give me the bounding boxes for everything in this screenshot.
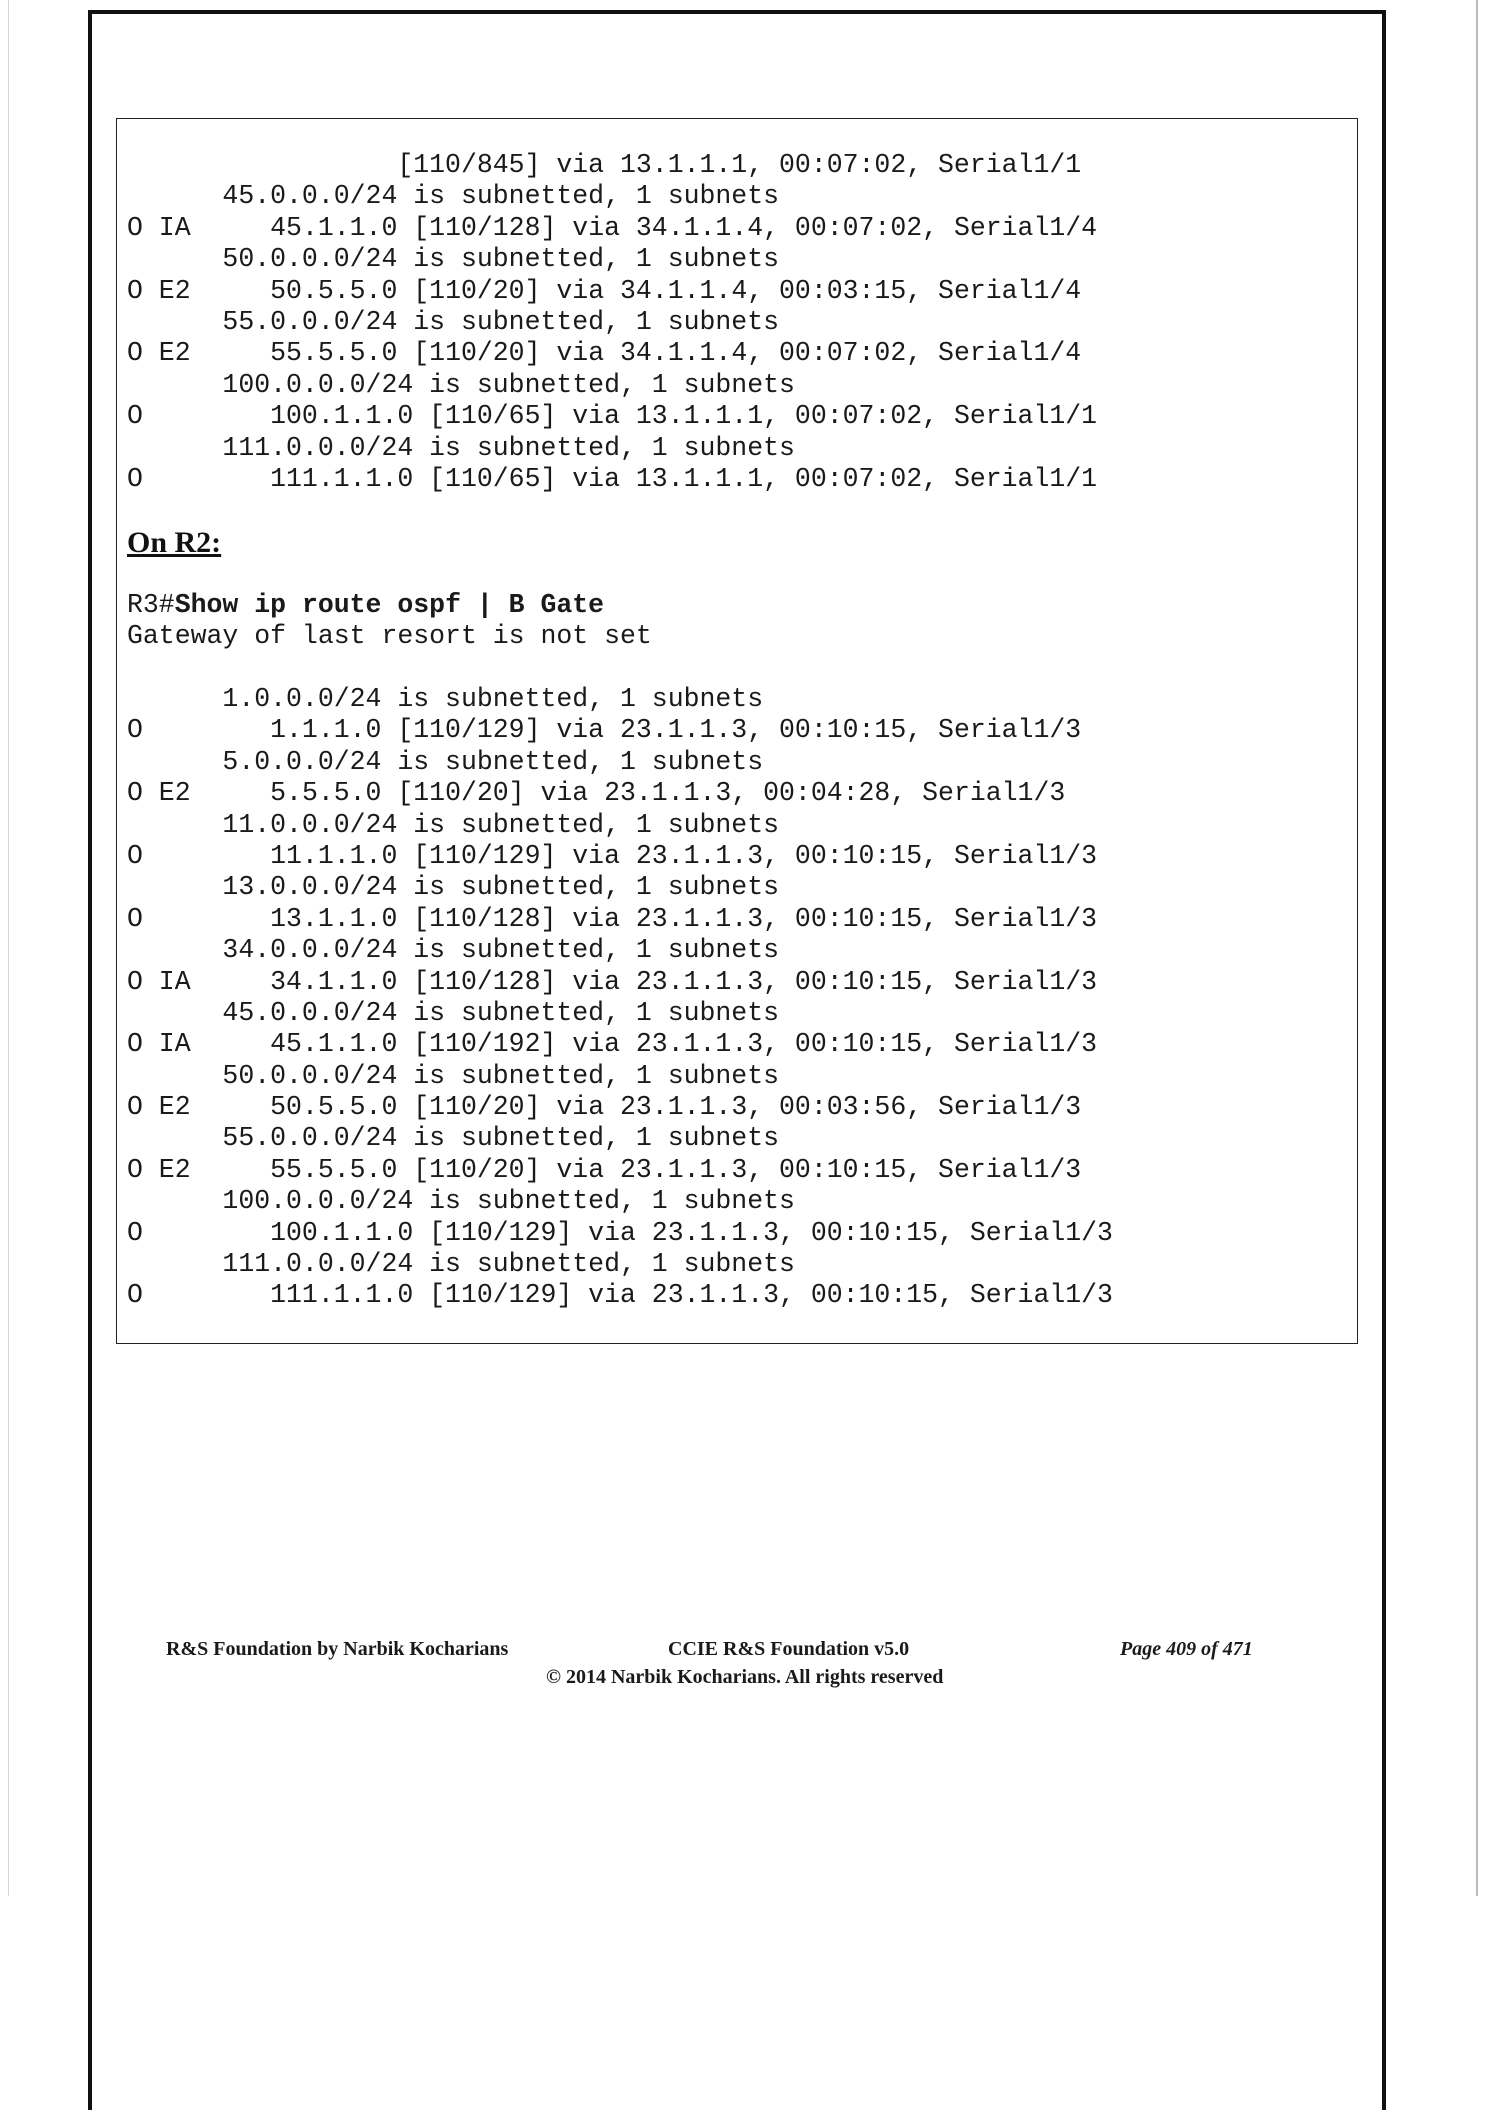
route-line bbox=[127, 1092, 1113, 1123]
route-text: 34.1.1.0 [110/128] via 23.1.1.3, 00:10:15, Serial1/3 bbox=[190, 966, 1098, 997]
route-text: 111.1.1.0 [110/129] via 23.1.1.3, 00:10:15, Serial1/3 bbox=[142, 1280, 1113, 1311]
footer-title: CCIE R&S Foundation v5.0 bbox=[668, 1638, 910, 1660]
route-table-bottom bbox=[127, 684, 1113, 1312]
route-code: O bbox=[127, 715, 143, 746]
route-text: 1.0.0.0/24 is subnetted, 1 subnets bbox=[127, 684, 764, 714]
route-code: O E2 bbox=[127, 1154, 191, 1185]
route-text: 100.1.1.0 [110/65] via 13.1.1.1, 00:07:02, Serial1/1 bbox=[142, 401, 1098, 432]
route-code: O E2 bbox=[127, 275, 191, 306]
route-text: 1.1.1.0 [110/129] via 23.1.1.3, 00:10:15, Serial1/3 bbox=[142, 715, 1082, 746]
route-line bbox=[127, 1280, 1113, 1311]
route-line bbox=[127, 401, 1097, 432]
route-text: 55.0.0.0/24 is subnetted, 1 subnets bbox=[127, 1123, 780, 1154]
route-text: 55.5.5.0 [110/20] via 23.1.1.3, 00:10:15, Serial1/3 bbox=[190, 1154, 1082, 1185]
route-text: 5.0.0.0/24 is subnetted, 1 subnets bbox=[127, 746, 764, 777]
route-text: 111.0.0.0/24 is subnetted, 1 subnets bbox=[127, 1249, 795, 1280]
route-line bbox=[127, 967, 1113, 998]
route-text: 50.0.0.0/24 is subnetted, 1 subnets bbox=[127, 1060, 780, 1091]
route-code: O IA bbox=[127, 966, 191, 997]
route-text: 45.0.0.0/24 is subnetted, 1 subnets bbox=[127, 997, 780, 1028]
route-code: O bbox=[127, 903, 143, 934]
command-text: Show ip route ospf | B Gate bbox=[174, 590, 605, 620]
route-line bbox=[127, 433, 1097, 464]
gateway-line: Gateway of last resort is not set bbox=[127, 621, 652, 652]
route-line bbox=[127, 1061, 1113, 1092]
route-text: [110/845] via 13.1.1.1, 00:07:02, Serial1/1 bbox=[127, 150, 1082, 180]
route-text: 100.1.1.0 [110/129] via 23.1.1.3, 00:10:15, Serial1/3 bbox=[142, 1217, 1113, 1248]
route-text: 13.0.0.0/24 is subnetted, 1 subnets bbox=[127, 872, 780, 903]
route-line bbox=[127, 370, 1097, 401]
section-heading: On R2: bbox=[127, 526, 222, 559]
route-line bbox=[127, 181, 1097, 212]
route-line bbox=[127, 1029, 1113, 1060]
route-line bbox=[127, 841, 1113, 872]
route-line bbox=[127, 1155, 1113, 1186]
route-table-top bbox=[127, 150, 1097, 495]
route-line bbox=[127, 810, 1113, 841]
route-line bbox=[127, 998, 1113, 1029]
command-prompt: R3# bbox=[127, 590, 175, 620]
route-text: 11.0.0.0/24 is subnetted, 1 subnets bbox=[127, 809, 780, 840]
scan-edge-right bbox=[1476, 0, 1478, 1896]
route-line bbox=[127, 747, 1113, 778]
route-text: 45.0.0.0/24 is subnetted, 1 subnets bbox=[127, 181, 780, 212]
scan-edge-left bbox=[8, 0, 9, 1896]
footer-author: R&S Foundation by Narbik Kocharians bbox=[166, 1638, 509, 1660]
command-line bbox=[127, 590, 652, 621]
route-text: 100.0.0.0/24 is subnetted, 1 subnets bbox=[127, 1186, 795, 1217]
route-line bbox=[127, 276, 1097, 307]
route-code: O E2 bbox=[127, 1092, 191, 1123]
route-text: 45.1.1.0 [110/192] via 23.1.1.3, 00:10:15, Serial1/3 bbox=[190, 1029, 1098, 1060]
route-line bbox=[127, 338, 1097, 369]
route-code: O E2 bbox=[127, 338, 191, 369]
route-line bbox=[127, 715, 1113, 746]
route-line bbox=[127, 872, 1113, 903]
route-text: 50.0.0.0/24 is subnetted, 1 subnets bbox=[127, 244, 780, 275]
route-code: O bbox=[127, 1280, 143, 1311]
route-code: O IA bbox=[127, 212, 191, 243]
route-text: 50.5.5.0 [110/20] via 34.1.1.4, 00:03:15, Serial1/4 bbox=[190, 275, 1082, 306]
route-code: O bbox=[127, 463, 143, 494]
route-line bbox=[127, 244, 1097, 275]
route-line bbox=[127, 778, 1113, 809]
route-text: 55.0.0.0/24 is subnetted, 1 subnets bbox=[127, 306, 780, 337]
route-line bbox=[127, 1186, 1113, 1217]
route-code: O bbox=[127, 1217, 143, 1248]
route-code: O E2 bbox=[127, 778, 191, 809]
route-line bbox=[127, 1218, 1113, 1249]
route-text: 5.5.5.0 [110/20] via 23.1.1.3, 00:04:28, Serial1/3 bbox=[190, 778, 1066, 809]
route-line bbox=[127, 307, 1097, 338]
route-text: 100.0.0.0/24 is subnetted, 1 subnets bbox=[127, 369, 795, 400]
route-code: O IA bbox=[127, 1029, 191, 1060]
route-line bbox=[127, 1123, 1113, 1154]
route-text: 50.5.5.0 [110/20] via 23.1.1.3, 00:03:56, Serial1/3 bbox=[190, 1092, 1082, 1123]
route-line bbox=[127, 1249, 1113, 1280]
route-text: 111.0.0.0/24 is subnetted, 1 subnets bbox=[127, 432, 795, 463]
route-text: 45.1.1.0 [110/128] via 34.1.1.4, 00:07:02, Serial1/4 bbox=[190, 212, 1098, 243]
route-line bbox=[127, 904, 1113, 935]
route-text: 13.1.1.0 [110/128] via 23.1.1.3, 00:10:15, Serial1/3 bbox=[142, 903, 1098, 934]
route-text: 55.5.5.0 [110/20] via 34.1.1.4, 00:07:02, Serial1/4 bbox=[190, 338, 1082, 369]
command-block bbox=[127, 590, 652, 653]
route-code: O bbox=[127, 401, 143, 432]
footer-copyright: © 2014 Narbik Kocharians. All rights reserved bbox=[546, 1666, 944, 1688]
route-text: 111.1.1.0 [110/65] via 13.1.1.1, 00:07:02, Serial1/1 bbox=[142, 463, 1098, 494]
route-code: O bbox=[127, 840, 143, 871]
route-line bbox=[127, 684, 1113, 715]
route-line bbox=[127, 213, 1097, 244]
route-text: 34.0.0.0/24 is subnetted, 1 subnets bbox=[127, 935, 780, 966]
route-line bbox=[127, 935, 1113, 966]
route-text: 11.1.1.0 [110/129] via 23.1.1.3, 00:10:15, Serial1/3 bbox=[142, 840, 1098, 871]
footer-page-number: Page 409 of 471 bbox=[1120, 1638, 1253, 1660]
route-line bbox=[127, 150, 1097, 181]
route-line bbox=[127, 464, 1097, 495]
